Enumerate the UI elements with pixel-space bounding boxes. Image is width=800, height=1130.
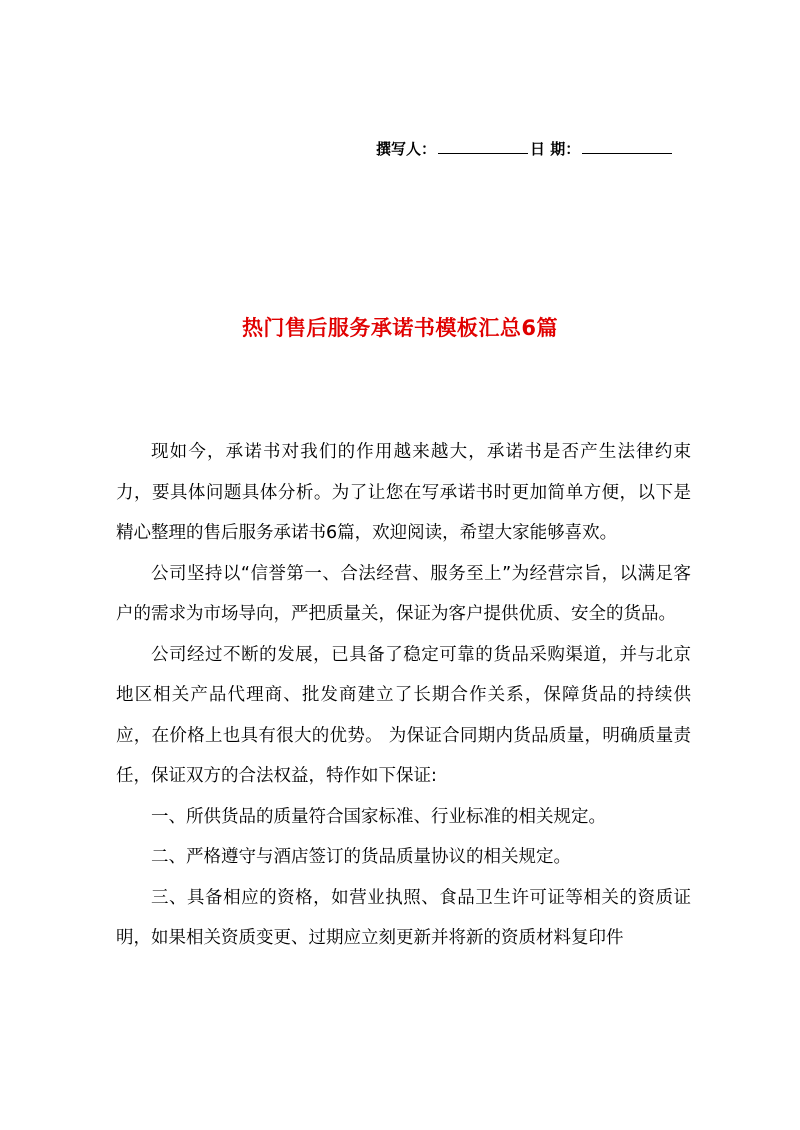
document-title: 热门售后服务承诺书模板汇总6篇 — [241, 316, 559, 340]
paragraph-item-2: 二、严格遵守与酒店签订的货品质量协议的相关规定。 — [151, 847, 571, 867]
author-date-line — [376, 138, 674, 159]
paragraph-item-3: 三、具备相应的资格，如营业执照、食品卫生许可证等相关的资质证明，如果相关资质变更、过期应立刻更新并将新的资质材料复印件 — [116, 887, 691, 948]
paragraph-development: 公司经过不断的发展，已具备了稳定可靠的货品采购渠道，并与北京地区相关产品代理商、批发商建立了长期合作关系，保障货品的持续供应，在价格上也具有很大的优势。 为保证合同期内货品质量，明确质量责任，保证双方的合法权益，特作如下保证: — [116, 644, 691, 786]
paragraph-item-1: 一、所供货品的质量符合国家标准、行业标准的相关规定。 — [151, 806, 606, 827]
author-label: 撰写人： — [376, 140, 437, 158]
date-label: 日 期： — [530, 140, 581, 158]
date-blank — [582, 139, 672, 154]
paragraph-principle: 公司坚持以“信誉第一、合法经营、服务至上”为经营宗旨，以满足客户的需求为市场导向，严把质量关，保证为客户提供优质、安全的货品。 — [116, 563, 691, 624]
author-blank — [438, 139, 528, 154]
document-body — [116, 432, 691, 959]
paragraph-intro: 现如今，承诺书对我们的作用越来越大，承诺书是否产生法律约束力，要具体问题具体分析。为了让您在写承诺书时更加简单方便，以下是精心整理的售后服务承诺书6篇，欢迎阅读，希望大家能够喜欢。 — [116, 442, 691, 543]
